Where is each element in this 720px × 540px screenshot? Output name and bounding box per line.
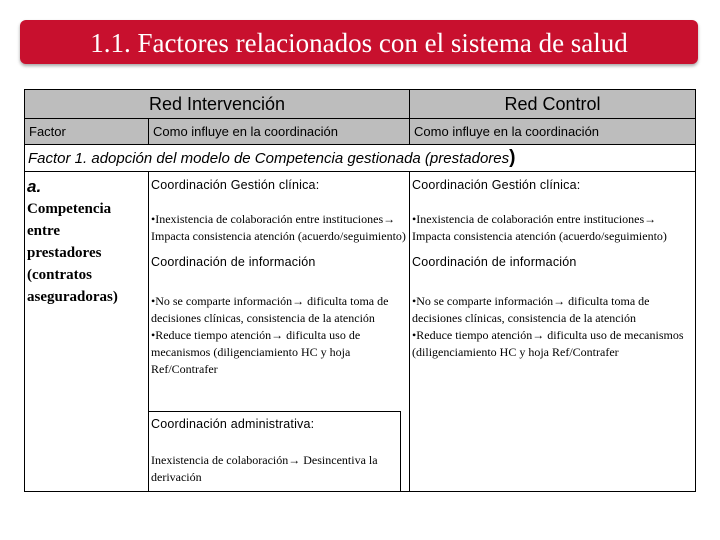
control-info-text: •Reduce tiempo atención→ dificulta uso de mecanismos (diligenciamiento HC y hoja Ref/Contrafer [412,328,684,359]
factors-table [24,89,696,492]
header-red-intervencion: Red Intervención [25,90,410,119]
intervencion-info-text: •Reduce tiempo atención→ dificulta uso de mecanismos (diligenciamiento HC y hoja Ref/Contrafer [151,328,361,376]
control-info-title: Coordinación de información [412,255,577,269]
intervencion-admin-cell [149,412,401,492]
factor-1-row [25,145,696,172]
control-clinica-title: Coordinación Gestión clínica: [412,178,581,192]
header-col-intervencion: Como influye en la coordinación [149,119,410,145]
header-factor: Factor [25,119,149,145]
intervencion-admin-title: Coordinación administrativa: [151,417,315,431]
factor-a-label [25,172,149,492]
intervencion-info-text: •No se comparte información→ dificulta toma de decisiones clínicas, consistencia de la atención [151,294,389,325]
intervencion-admin-spacer [401,412,410,492]
factor-1-close: ) [509,147,516,168]
control-clinica-text: •Inexistencia de colaboración entre instituciones→ Impacta consistencia atención (acuerdo/seguimiento) [412,212,667,243]
factor-a-line: entre [27,223,61,239]
intervencion-info-title: Coordinación de información [151,255,316,269]
intervencion-clinica-title: Coordinación Gestión clínica: [151,178,320,192]
slide-title: 1.1. Factores relacionados con el sistema de salud [20,20,698,64]
control-cell [410,172,696,492]
factor-a-line: prestadores [27,245,102,261]
intervencion-cell [149,172,410,412]
intervencion-clinica-text: •Inexistencia de colaboración entre instituciones→ Impacta consistencia atención (acuerdo/seguimiento) [151,212,406,243]
header-red-control: Red Control [410,90,696,119]
factor-a-line: Competencia [27,201,112,217]
factor-a-line: (contratos [27,267,92,283]
factor-1-text: Factor 1. adopción del modelo de Competencia gestionada (prestadores [28,150,510,167]
factor-a-prefix: a. [27,177,42,196]
header-col-control: Como influye en la coordinación [410,119,696,145]
factor-a-line: aseguradoras) [27,289,118,305]
control-info-text: •No se comparte información→ dificulta toma de decisiones clínicas, consistencia de la atención [412,294,650,325]
intervencion-admin-text: Inexistencia de colaboración→ Desincentiva la derivación [151,453,378,484]
